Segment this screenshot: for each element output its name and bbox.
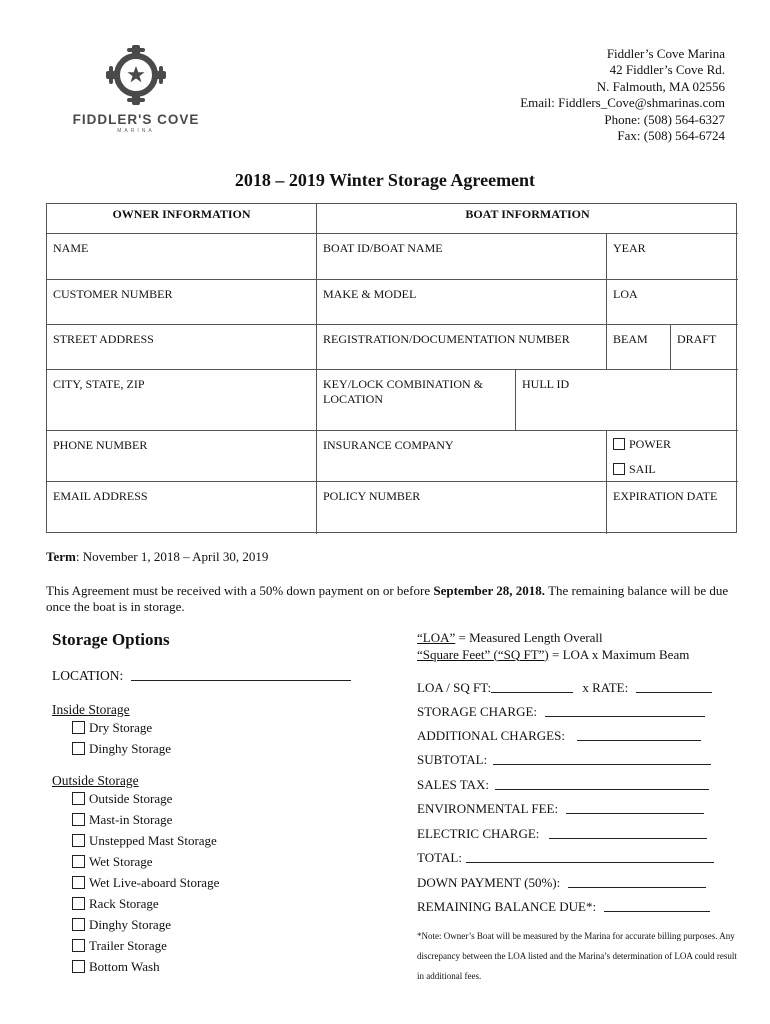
- sail-label: SAIL: [629, 462, 656, 476]
- sales-tax-input[interactable]: [495, 778, 709, 790]
- electric-charge-row: [417, 826, 707, 842]
- environmental-fee-input[interactable]: [566, 802, 704, 814]
- total-input[interactable]: [466, 851, 714, 863]
- city-state-zip-label: CITY, STATE, ZIP: [53, 377, 145, 391]
- storage-charge-row: [417, 704, 705, 720]
- loa-definitions: [417, 630, 742, 663]
- option-rack-storage[interactable]: [72, 894, 372, 915]
- additional-charges-row: [417, 728, 701, 744]
- marina-fax: Fax: (508) 564-6724: [617, 128, 725, 144]
- hull-id-field[interactable]: [516, 370, 738, 431]
- loa-sqft-input[interactable]: [491, 681, 573, 693]
- location-label: LOCATION:: [52, 668, 124, 683]
- key-lock-label: KEY/LOCK COMBINATION & LOCATION: [323, 377, 483, 406]
- power-label: POWER: [629, 437, 671, 451]
- registration-field[interactable]: [317, 325, 607, 370]
- rack-storage-checkbox[interactable]: [72, 897, 85, 910]
- marina-phone: Phone: (508) 564-6327: [604, 111, 725, 127]
- option-unstepped-mast-storage[interactable]: [72, 831, 372, 852]
- remaining-balance-input[interactable]: [604, 900, 710, 912]
- insurance-field[interactable]: [317, 431, 607, 482]
- option-bottom-wash[interactable]: [72, 957, 372, 978]
- sail-option[interactable]: [613, 462, 732, 477]
- storage-charge-label: STORAGE CHARGE:: [417, 704, 538, 719]
- total-label: TOTAL:: [417, 850, 462, 865]
- option-label: Dinghy Storage: [89, 741, 171, 756]
- loa-sqft-label: LOA / SQ FT:: [417, 680, 492, 695]
- loa-term: “LOA”: [417, 630, 456, 645]
- power-checkbox[interactable]: [613, 438, 625, 450]
- boat-id-field[interactable]: [317, 234, 607, 280]
- option-label: Wet Live-aboard Storage: [89, 875, 220, 890]
- email-address-label: EMAIL ADDRESS: [53, 489, 148, 503]
- agreement-part1: This Agreement must be received with a 50% down payment on or before: [46, 583, 434, 598]
- email-address-field[interactable]: [47, 482, 317, 534]
- fees-section: [417, 630, 742, 981]
- year-label: YEAR: [613, 241, 646, 255]
- option-label: Bottom Wash: [89, 959, 160, 974]
- option-label: Rack Storage: [89, 896, 159, 911]
- draft-field[interactable]: [671, 325, 738, 370]
- hull-id-label: HULL ID: [522, 377, 570, 391]
- electric-charge-label: ELECTRIC CHARGE:: [417, 826, 540, 841]
- option-trailer-storage[interactable]: [72, 936, 372, 957]
- additional-charges-input[interactable]: [577, 729, 701, 741]
- insurance-label: INSURANCE COMPANY: [323, 438, 454, 452]
- name-field[interactable]: [47, 234, 317, 280]
- boat-info-header: BOAT INFORMATION: [317, 204, 738, 234]
- option-wet-storage[interactable]: [72, 852, 372, 873]
- subtotal-input[interactable]: [493, 753, 711, 765]
- name-label: NAME: [53, 241, 89, 255]
- marina-logo: [66, 44, 206, 134]
- power-option[interactable]: [613, 437, 732, 462]
- ship-wheel-star-icon: [105, 44, 167, 106]
- remaining-balance-row: [417, 899, 710, 915]
- unstepped-mast-storage-checkbox[interactable]: [72, 834, 85, 847]
- page-title: 2018 – 2019 Winter Storage Agreement: [234, 170, 536, 190]
- beam-field[interactable]: [607, 325, 671, 370]
- trailer-storage-checkbox[interactable]: [72, 939, 85, 952]
- policy-number-field[interactable]: [317, 482, 607, 534]
- customer-number-field[interactable]: [47, 280, 317, 325]
- option-dinghy-storage-inside[interactable]: [72, 739, 372, 760]
- dinghy-storage-outside-checkbox[interactable]: [72, 918, 85, 931]
- street-address-field[interactable]: [47, 325, 317, 370]
- location-row: [52, 668, 372, 684]
- option-outside-storage[interactable]: [72, 789, 372, 810]
- expiration-date-field[interactable]: [607, 482, 738, 534]
- option-dinghy-storage-outside[interactable]: [72, 915, 372, 936]
- option-label: Dry Storage: [89, 720, 153, 735]
- option-label: Dinghy Storage: [89, 917, 171, 932]
- storage-options-title: Storage Options: [52, 630, 170, 649]
- draft-label: DRAFT: [677, 332, 717, 346]
- loa-field[interactable]: [607, 280, 738, 325]
- policy-number-label: POLICY NUMBER: [323, 489, 421, 503]
- boat-type-field: [607, 431, 738, 482]
- option-label: Wet Storage: [89, 854, 153, 869]
- sail-checkbox[interactable]: [613, 463, 625, 475]
- environmental-fee-label: ENVIRONMENTAL FEE:: [417, 801, 559, 816]
- sqft-term: “Square Feet” (“SQ FT”): [417, 646, 549, 662]
- wet-storage-checkbox[interactable]: [72, 855, 85, 868]
- additional-charges-label: ADDITIONAL CHARGES:: [417, 728, 565, 743]
- loa-sqft-row: [417, 680, 712, 696]
- down-payment-row: [417, 875, 706, 891]
- subtotal-row: [417, 752, 711, 768]
- make-model-field[interactable]: [317, 280, 607, 325]
- expiration-date-label: EXPIRATION DATE: [613, 489, 718, 503]
- term-label: Term: [46, 549, 76, 564]
- option-label: Mast-in Storage: [89, 812, 173, 827]
- outside-storage-title: Outside Storage: [52, 773, 139, 788]
- street-address-label: STREET ADDRESS: [53, 332, 154, 346]
- environmental-fee-row: [417, 801, 704, 817]
- beam-label: BEAM: [613, 332, 648, 346]
- option-dry-storage[interactable]: [72, 718, 372, 739]
- marina-city: N. Falmouth, MA 02556: [596, 78, 725, 94]
- option-label: Unstepped Mast Storage: [89, 833, 217, 848]
- rate-input[interactable]: [636, 681, 712, 693]
- term-line: [46, 549, 268, 565]
- phone-number-field[interactable]: [47, 431, 317, 482]
- agreement-deadline: September 28, 2018.: [433, 583, 546, 598]
- subtotal-label: SUBTOTAL:: [417, 752, 488, 767]
- logo-name: FIDDLER'S COVE: [72, 112, 200, 127]
- sqft-definition: = LOA x Maximum Beam: [548, 646, 690, 662]
- down-payment-label: DOWN PAYMENT (50%):: [417, 875, 561, 890]
- sales-tax-label: SALES TAX:: [417, 777, 490, 792]
- owner-info-header: OWNER INFORMATION: [47, 204, 317, 234]
- inside-storage-title: Inside Storage: [52, 702, 130, 717]
- option-wet-live-aboard-storage[interactable]: [72, 873, 372, 894]
- outside-storage-checkbox[interactable]: [72, 792, 85, 805]
- loa-label: LOA: [613, 287, 638, 301]
- dinghy-storage-inside-checkbox[interactable]: [72, 742, 85, 755]
- boat-id-label: BOAT ID/BOAT NAME: [323, 241, 443, 255]
- customer-number-label: CUSTOMER NUMBER: [53, 287, 173, 301]
- year-field[interactable]: [607, 234, 738, 280]
- phone-number-label: PHONE NUMBER: [53, 438, 148, 452]
- remaining-balance-label: REMAINING BALANCE DUE*:: [417, 899, 597, 914]
- location-input[interactable]: [131, 669, 351, 681]
- storage-options: [52, 630, 372, 978]
- agreement-text: [46, 583, 736, 616]
- mast-in-storage-checkbox[interactable]: [72, 813, 85, 826]
- total-row: [417, 850, 714, 866]
- agreement-part2: The remaining balance will be due once the boat is in storage.: [46, 583, 729, 615]
- registration-label: REGISTRATION/DOCUMENTATION NUMBER: [323, 332, 570, 346]
- marina-email: Email: Fiddlers_Cove@shmarinas.com: [520, 95, 725, 111]
- city-state-zip-field[interactable]: [47, 370, 317, 431]
- option-label: Trailer Storage: [89, 938, 167, 953]
- marina-name: Fiddler’s Cove Marina: [606, 46, 725, 61]
- logo-subtitle: MARINA: [117, 128, 155, 134]
- bottom-wash-checkbox[interactable]: [72, 960, 85, 973]
- storage-charge-input[interactable]: [545, 705, 705, 717]
- term-value: : November 1, 2018 – April 30, 2019: [75, 549, 269, 564]
- rate-label: x RATE:: [582, 680, 629, 695]
- down-payment-input[interactable]: [568, 876, 706, 888]
- loa-note: *Note: Owner’s Boat will be measured by the Marina for accurate billing purposes. Any discrepancy between the LOA listed and the Marina’s determination of LOA could result in additional fees.: [417, 931, 737, 981]
- information-table: [46, 203, 737, 533]
- dry-storage-checkbox[interactable]: [72, 721, 85, 734]
- sales-tax-row: [417, 777, 709, 793]
- electric-charge-input[interactable]: [549, 827, 707, 839]
- wet-live-aboard-storage-checkbox[interactable]: [72, 876, 85, 889]
- loa-definition: = Measured Length Overall: [455, 630, 603, 645]
- option-label: Outside Storage: [89, 791, 173, 806]
- option-mast-in-storage[interactable]: [72, 810, 372, 831]
- contact-block: [520, 46, 725, 144]
- make-model-label: MAKE & MODEL: [323, 287, 417, 301]
- marina-street: 42 Fiddler’s Cove Rd.: [609, 62, 725, 78]
- key-lock-field[interactable]: [317, 370, 516, 431]
